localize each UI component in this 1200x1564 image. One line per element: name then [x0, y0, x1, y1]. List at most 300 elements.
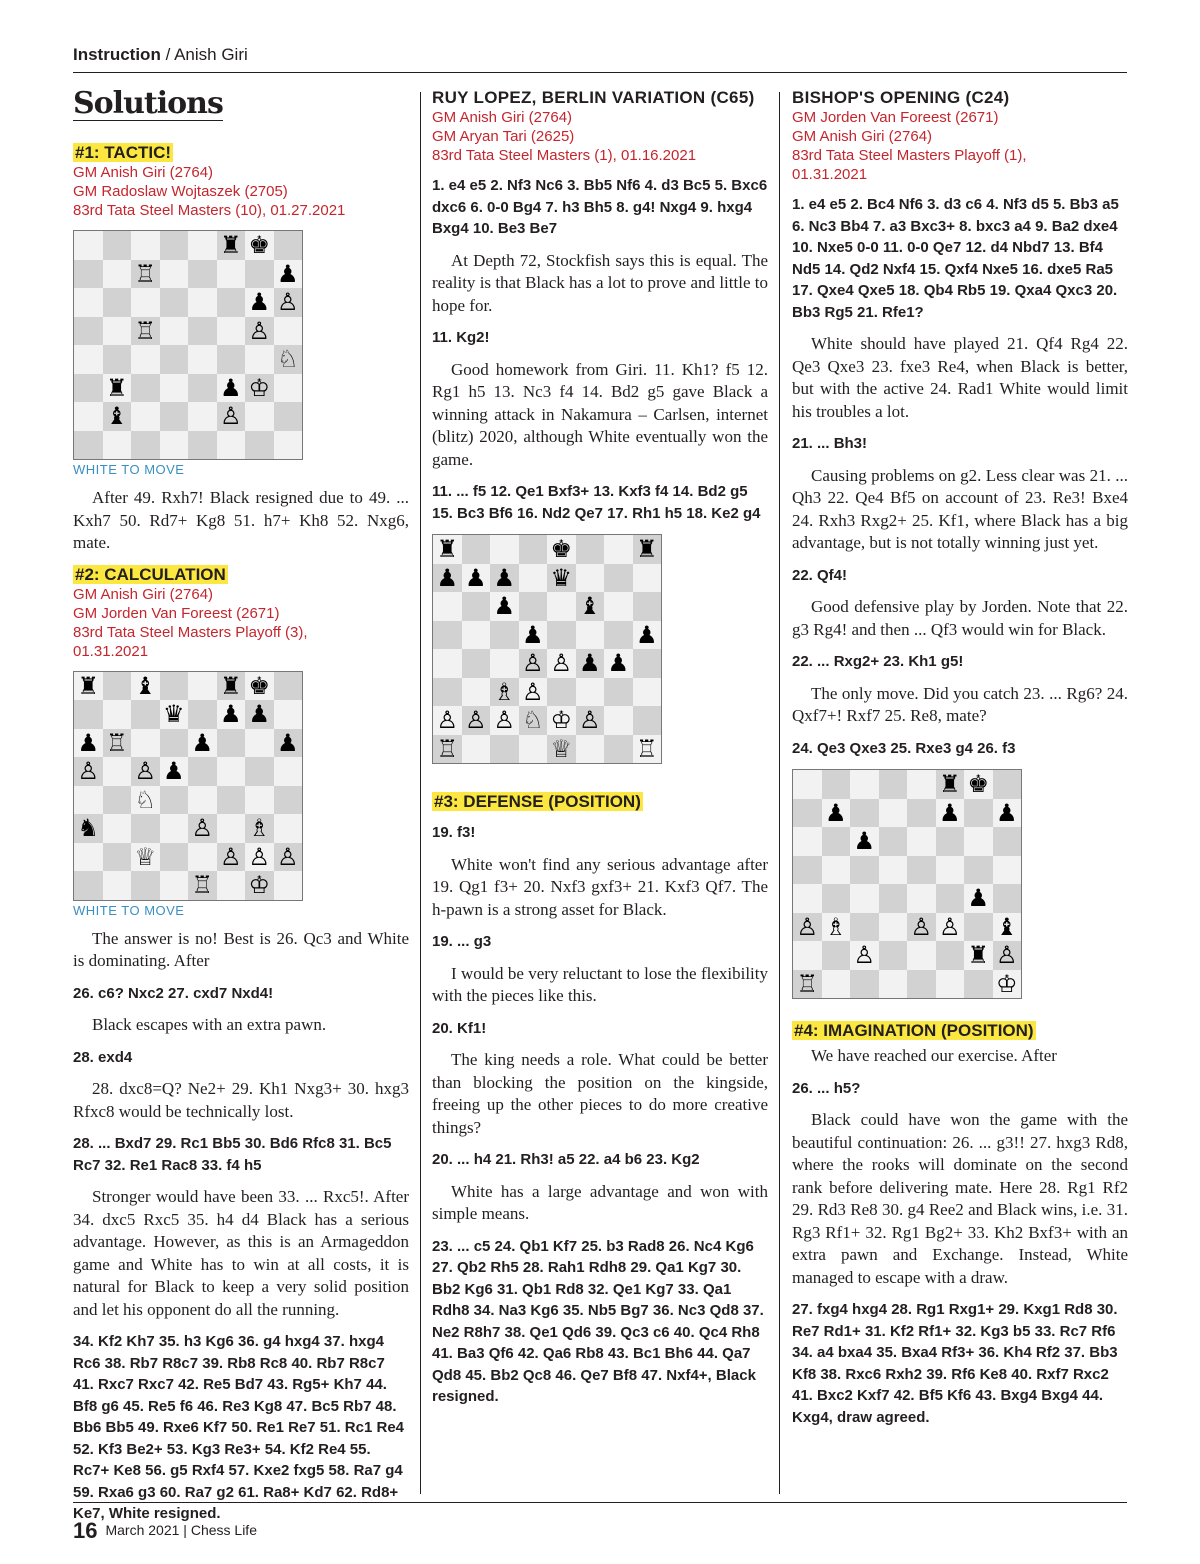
- diagram-caption: WHITE TO MOVE: [73, 902, 185, 918]
- black-pawn-icon: ♟: [245, 700, 274, 729]
- board-square: [188, 431, 217, 460]
- board-square: [936, 970, 965, 999]
- black-pawn-icon: ♟: [433, 564, 462, 593]
- board-square: [217, 317, 246, 346]
- move-text: 34. Kf2 Kh7 35. h3 Kg6 36. g4 hxg4 37. hxg4 Rc6 38. Rb7 R8c7 39. Rb8 Rc8 40. Rb7 R8c7 41. Rxc7 Rxc7 42. Re5 Bd7 43. Rg5+ Kh7 44. Bf8 g6 45. Re5 f6 46. Re3 Kg8 47. Bc5 Rb7 48. Bb6 Bb5 49. Rxe6 Kf7 50. Re1 Re7 51. Rc1 Re4 52. Kf3 Be2+ 53. Kg3 Re3+ 54. Kf2 Re4 55. Rc7+ Ke8 56. g5 Rxf4 57. Kxe2 fxg5 58. Ra7 g4 59. Rxa6 g3 60. Ra7 g2 61. Ra8+ Kd7 62. Rd8+ Ke7, White resigned.: [73, 1333, 405, 1522]
- paragraph: The king needs a role. What could be better than blocking the position on the kingside, freeing up the other pieces to do more creative things?: [432, 1050, 768, 1137]
- board-square: [850, 770, 879, 799]
- section-heading: [73, 565, 409, 585]
- board-square: [160, 402, 189, 431]
- board-square: [74, 871, 103, 900]
- board-square: [993, 884, 1022, 913]
- board-square: [850, 856, 879, 885]
- paragraph: The only move. Did you catch 23. ... Rg6? 24. Qxf7+! Rxf7 25. Re8, mate?: [792, 683, 1128, 725]
- paragraph: Causing problems on g2. Less clear was 21. ... Qh3 22. Qe4 Bf5 on account of 23. Re3! Bxe4 24. Rxh3 Rxg2+ 25. Kf1, where Black has a big advantage, but is not totally winning just yet.: [792, 465, 1128, 552]
- board-square: [993, 770, 1022, 799]
- board-square: [604, 621, 633, 650]
- game-heading: BISHOP'S OPENING (C24): [792, 88, 1010, 107]
- white-rook-icon: ♖: [633, 735, 662, 764]
- board-square: [103, 231, 132, 260]
- board-square: [633, 706, 662, 735]
- white-queen-icon: ♕: [547, 735, 576, 764]
- paragraph: Stronger would have been 33. ... Rxc5!. After 34. dxc5 Rxc5 35. h4 d4 Black has a serious advantage. However, as this is an Armageddon game and White has to win at all costs, it is natural for Black to keep a very solid position and let his opponent do all the running.: [73, 1187, 409, 1319]
- board-square: [793, 941, 822, 970]
- game-meta: GM Jorden Van Foreest (2671): [73, 604, 280, 622]
- board-square: [793, 770, 822, 799]
- move-text: 27. fxg4 hxg4 28. Rg1 Rxg1+ 29. Kxg1 Rd8 30. Re7 Rd1+ 31. Kf2 Rf1+ 32. Kg3 b5 33. Rc7 Rf6 34. a4 bxa4 35. Bxa4 Rf3+ 36. Kh4 Rf2 37. Bb3 Kf8 38. Rxc6 Rxh2 39. Rf6 Ke8 40. Rxf7 Rxc2 41. Bxc2 Kxf7 42. Bf5 Kf6 43. Bxg4 Bxg4 44. Kxg4, draw agreed.: [792, 1301, 1118, 1426]
- board-square: [879, 884, 908, 913]
- board-square: [217, 431, 246, 460]
- chess-diagram: [73, 671, 303, 901]
- header-section: Instruction: [73, 45, 161, 64]
- board-square: [547, 621, 576, 650]
- move-text: 21. ... Bh3!: [792, 435, 868, 452]
- board-square: [74, 231, 103, 260]
- board-square: [879, 913, 908, 942]
- board-square: [274, 317, 303, 346]
- board-square: [188, 317, 217, 346]
- board-square: [850, 799, 879, 828]
- board-square: [964, 913, 993, 942]
- black-pawn-icon: ♟: [245, 288, 274, 317]
- board-square: [160, 231, 189, 260]
- white-pawn-icon: ♙: [462, 706, 491, 735]
- board-square: [160, 871, 189, 900]
- white-bishop-icon: ♗: [490, 678, 519, 707]
- board-square: [964, 799, 993, 828]
- board-square: [907, 799, 936, 828]
- board-square: [822, 770, 851, 799]
- board-square: [217, 871, 246, 900]
- board-square: [103, 345, 132, 374]
- paragraph: White won't find any serious advantage after 19. Qg1 f3+ 20. Nxf3 gxf3+ 21. Kxf3 Qf7. The h-pawn is a strong asset for Black.: [432, 854, 768, 919]
- board-square: [907, 856, 936, 885]
- board-square: [74, 345, 103, 374]
- board-square: [576, 735, 605, 764]
- board-square: [188, 402, 217, 431]
- black-king-icon: ♚: [245, 231, 274, 260]
- black-rook-icon: ♜: [964, 941, 993, 970]
- board-square: [822, 884, 851, 913]
- board-square: [822, 970, 851, 999]
- board-square: [576, 564, 605, 593]
- column-1: [73, 88, 409, 1535]
- black-queen-icon: ♛: [160, 700, 189, 729]
- board-square: [490, 735, 519, 764]
- game-meta: 83rd Tata Steel Masters Playoff (3),: [73, 623, 308, 641]
- board-square: [131, 729, 160, 758]
- board-square: [879, 856, 908, 885]
- page-title: Solutions: [73, 86, 223, 121]
- board-square: [274, 757, 303, 786]
- board-square: [490, 621, 519, 650]
- board-square: [74, 260, 103, 289]
- paragraph: 28. dxc8=Q? Ne2+ 29. Kh1 Nxg3+ 30. hxg3 Rfxc8 would be technically lost.: [73, 1079, 409, 1121]
- move-text: 26. c6? Nxc2 27. cxd7 Nxd4!: [73, 984, 274, 1002]
- board-square: [822, 941, 851, 970]
- board-square: [160, 374, 189, 403]
- board-square: [274, 231, 303, 260]
- board-square: [604, 535, 633, 564]
- board-square: [879, 970, 908, 999]
- black-pawn-icon: ♟: [160, 757, 189, 786]
- white-pawn-icon: ♙: [245, 843, 274, 872]
- chess-diagram: [432, 534, 662, 764]
- black-pawn-icon: ♟: [604, 649, 633, 678]
- white-rook-icon: ♖: [793, 970, 822, 999]
- board-square: [274, 672, 303, 701]
- black-pawn-icon: ♟: [633, 621, 662, 650]
- board-square: [633, 564, 662, 593]
- board-square: [274, 402, 303, 431]
- board-square: [879, 770, 908, 799]
- board-square: [103, 288, 132, 317]
- move-text: 28. ... Bxd7 29. Rc1 Bb5 30. Bd6 Rfc8 31. Bc5 Rc7 32. Re1 Rac8 33. f4 h5: [73, 1135, 392, 1174]
- paragraph: Good homework from Giri. 11. Kh1? f5 12. Rg1 h5 13. Nc3 f4 14. Bd2 g5 gave Black a winning attack in Nakamura – Carlsen, internet (blitz) 2020, although White eventually won the game.: [432, 359, 768, 469]
- board-square: [217, 757, 246, 786]
- board-square: [633, 649, 662, 678]
- board-square: [103, 672, 132, 701]
- paragraph: White has a large advantage and won with simple means.: [432, 1181, 768, 1223]
- board-square: [160, 345, 189, 374]
- paragraph: The answer is no! Best is 26. Qc3 and White is dominating. After: [73, 928, 409, 970]
- page-header: [73, 45, 248, 65]
- white-pawn-icon: ♙: [793, 913, 822, 942]
- white-rook-icon: ♖: [188, 871, 217, 900]
- board-square: [274, 786, 303, 815]
- board-square: [245, 786, 274, 815]
- footer-text: March 2021 | Chess Life: [105, 1522, 257, 1538]
- column-2: [432, 88, 768, 1418]
- black-pawn-icon: ♟: [519, 621, 548, 650]
- board-square: [274, 871, 303, 900]
- game-heading: RUY LOPEZ, BERLIN VARIATION (C65): [432, 88, 755, 107]
- board-square: [103, 871, 132, 900]
- black-king-icon: ♚: [547, 535, 576, 564]
- board-square: [993, 856, 1022, 885]
- board-square: [604, 735, 633, 764]
- black-knight-icon: ♞: [74, 814, 103, 843]
- board-square: [131, 814, 160, 843]
- board-square: [433, 678, 462, 707]
- board-square: [462, 592, 491, 621]
- game-meta: GM Anish Giri (2764): [432, 109, 573, 126]
- black-rook-icon: ♜: [103, 374, 132, 403]
- board-square: [462, 678, 491, 707]
- board-square: [188, 757, 217, 786]
- black-pawn-icon: ♟: [490, 592, 519, 621]
- black-pawn-icon: ♟: [850, 827, 879, 856]
- white-rook-icon: ♖: [131, 260, 160, 289]
- board-square: [462, 735, 491, 764]
- black-queen-icon: ♛: [547, 564, 576, 593]
- board-square: [217, 345, 246, 374]
- board-square: [217, 729, 246, 758]
- board-square: [604, 592, 633, 621]
- move-text: 19. ... g3: [432, 933, 492, 950]
- board-square: [74, 843, 103, 872]
- chess-diagram: [792, 769, 1022, 999]
- board-square: [245, 345, 274, 374]
- white-king-icon: ♔: [245, 871, 274, 900]
- section-heading-text: #2: CALCULATION: [75, 564, 226, 584]
- board-square: [160, 786, 189, 815]
- board-square: [217, 260, 246, 289]
- column-divider: [779, 92, 780, 1494]
- black-pawn-icon: ♟: [462, 564, 491, 593]
- board-square: [160, 843, 189, 872]
- white-king-icon: ♔: [993, 970, 1022, 999]
- game-meta: GM Aryan Tari (2625): [432, 128, 575, 145]
- column-3: [792, 88, 1128, 1438]
- board-square: [188, 345, 217, 374]
- board-square: [547, 592, 576, 621]
- black-pawn-icon: ♟: [490, 564, 519, 593]
- board-square: [490, 649, 519, 678]
- board-square: [793, 799, 822, 828]
- board-square: [936, 827, 965, 856]
- board-square: [964, 827, 993, 856]
- board-square: [131, 402, 160, 431]
- board-square: [74, 317, 103, 346]
- board-square: [879, 941, 908, 970]
- white-knight-icon: ♘: [131, 786, 160, 815]
- white-pawn-icon: ♙: [217, 843, 246, 872]
- move-text: 24. Qe3 Qxe3 25. Rxe3 g4 26. f3: [792, 739, 1016, 757]
- game-meta: GM Anish Giri (2764): [73, 164, 214, 181]
- footer-rule: [73, 1502, 1127, 1503]
- board-square: [217, 288, 246, 317]
- page-footer: [73, 1518, 257, 1544]
- column-divider: [420, 92, 421, 1494]
- board-square: [907, 941, 936, 970]
- chess-diagram: [73, 230, 303, 460]
- board-square: [822, 856, 851, 885]
- section-heading: [432, 792, 768, 812]
- board-square: [850, 884, 879, 913]
- game-meta: GM Radoslaw Wojtaszek (2705): [73, 183, 288, 200]
- white-rook-icon: ♖: [103, 729, 132, 758]
- white-pawn-icon: ♙: [850, 941, 879, 970]
- board-square: [793, 827, 822, 856]
- white-pawn-icon: ♙: [936, 913, 965, 942]
- board-square: [907, 884, 936, 913]
- board-square: [74, 786, 103, 815]
- white-pawn-icon: ♙: [245, 317, 274, 346]
- board-square: [131, 871, 160, 900]
- white-pawn-icon: ♙: [519, 649, 548, 678]
- section-heading: [792, 1021, 1128, 1041]
- paragraph: At Depth 72, Stockfish says this is equal. The reality is that Black has a lot to prove and little to hope for.: [432, 250, 768, 315]
- board-square: [131, 288, 160, 317]
- board-square: [74, 288, 103, 317]
- board-square: [188, 288, 217, 317]
- board-square: [188, 374, 217, 403]
- white-king-icon: ♔: [547, 706, 576, 735]
- board-square: [462, 535, 491, 564]
- board-square: [103, 814, 132, 843]
- black-bishop-icon: ♝: [576, 592, 605, 621]
- white-queen-icon: ♕: [131, 843, 160, 872]
- black-rook-icon: ♜: [633, 535, 662, 564]
- board-square: [964, 856, 993, 885]
- white-pawn-icon: ♙: [519, 678, 548, 707]
- paragraph: I would be very reluctant to lose the flexibility with the pieces like this.: [432, 963, 768, 1005]
- white-pawn-icon: ♙: [490, 706, 519, 735]
- move-text: 11. ... f5 12. Qe1 Bxf3+ 13. Kxf3 f4 14. Bd2 g5 15. Bc3 Bf6 16. Nd2 Qe7 17. Rh1 h5 18. Ke2 g4: [432, 483, 761, 522]
- game-meta: 01.31.2021: [73, 642, 149, 660]
- white-rook-icon: ♖: [131, 317, 160, 346]
- white-pawn-icon: ♙: [907, 913, 936, 942]
- board-square: [160, 288, 189, 317]
- white-pawn-icon: ♙: [274, 843, 303, 872]
- board-square: [160, 260, 189, 289]
- section-heading: [73, 143, 409, 163]
- board-square: [576, 621, 605, 650]
- page-number: 16: [73, 1518, 98, 1543]
- board-square: [131, 231, 160, 260]
- paragraph: We have reached our exercise. After: [811, 1046, 1057, 1065]
- black-king-icon: ♚: [245, 672, 274, 701]
- white-pawn-icon: ♙: [274, 288, 303, 317]
- board-square: [131, 374, 160, 403]
- board-square: [274, 374, 303, 403]
- board-square: [964, 970, 993, 999]
- header-rule: [73, 72, 1127, 73]
- black-pawn-icon: ♟: [217, 374, 246, 403]
- board-square: [462, 649, 491, 678]
- board-square: [103, 757, 132, 786]
- board-square: [519, 535, 548, 564]
- board-square: [604, 564, 633, 593]
- game-meta: 83rd Tata Steel Masters (1), 01.16.2021: [432, 147, 697, 164]
- move-text: 1. e4 e5 2. Nf3 Nc6 3. Bb5 Nf6 4. d3 Bc5 5. Bxc6 dxc6 6. 0-0 Bg4 7. h3 Bh5 8. g4! Nxg4 9. hxg4 Bxg4 10. Be3 Be7: [432, 177, 768, 237]
- board-square: [547, 678, 576, 707]
- board-square: [822, 827, 851, 856]
- board-square: [160, 672, 189, 701]
- board-square: [604, 678, 633, 707]
- board-square: [433, 649, 462, 678]
- board-square: [188, 672, 217, 701]
- move-text: 22. Qf4!: [792, 566, 848, 584]
- paragraph: Black could have won the game with the beautiful continuation: 26. ... g3!! 27. hxg3 Rd8, where the rooks will dominate on the second rank before delivering mate. Here 28. Rg1 Rf2 29. Rd3 Re8 30. g4 Ree2 and Black wins, i.e. 31. Rg3 Rf1+ 32. Rg1 Bg2+ 33. Kh2 Bxf3+ with an extra pawn and Exchange. Instead, White managed to escape with a draw.: [792, 1110, 1128, 1287]
- white-pawn-icon: ♙: [547, 649, 576, 678]
- board-square: [245, 757, 274, 786]
- board-square: [850, 913, 879, 942]
- black-pawn-icon: ♟: [188, 729, 217, 758]
- move-text: 20. ... h4 21. Rh3! a5 22. a4 b6 23. Kg2: [432, 1151, 700, 1168]
- board-square: [103, 700, 132, 729]
- section-heading-text: #4: IMAGINATION (POSITION): [794, 1021, 1034, 1040]
- black-pawn-icon: ♟: [964, 884, 993, 913]
- board-square: [188, 700, 217, 729]
- black-pawn-icon: ♟: [274, 729, 303, 758]
- board-square: [103, 317, 132, 346]
- white-pawn-icon: ♙: [188, 814, 217, 843]
- board-square: [131, 431, 160, 460]
- white-king-icon: ♔: [245, 374, 274, 403]
- board-square: [188, 786, 217, 815]
- move-text: 23. ... c5 24. Qb1 Kf7 25. b3 Rad8 26. Nc4 Kg6 27. Qb2 Rh5 28. Rah1 Rdh8 29. Qa1 Kg7 30. Bb2 Kg6 31. Qb1 Rd8 32. Qe1 Kg7 33. Qa1 Rdh8 34. Na3 Kg6 35. Nb5 Bg7 36. Nc3 Qd8 37. Ne2 R8h7 38. Qe1 Qd6 39. Qc3 c6 40. Qc4 Rh8 41. Ba3 Qf6 42. Qa6 Rb8 43. Bc1 Bh6 44. Qa7 Qd8 45. Bb2 Qc8 46. Qe7 Bf8 47. Nxf4+, Black resigned.: [432, 1237, 764, 1405]
- black-bishop-icon: ♝: [131, 672, 160, 701]
- black-rook-icon: ♜: [74, 672, 103, 701]
- section-heading-text: #3: DEFENSE (POSITION): [434, 792, 641, 811]
- black-bishop-icon: ♝: [993, 913, 1022, 942]
- board-square: [907, 827, 936, 856]
- black-king-icon: ♚: [964, 770, 993, 799]
- black-pawn-icon: ♟: [822, 799, 851, 828]
- white-pawn-icon: ♙: [74, 757, 103, 786]
- black-pawn-icon: ♟: [274, 260, 303, 289]
- game-meta: GM Jorden Van Foreest (2671): [792, 109, 999, 126]
- board-square: [245, 402, 274, 431]
- black-rook-icon: ♜: [217, 231, 246, 260]
- board-square: [131, 700, 160, 729]
- paragraph: After 49. Rxh7! Black resigned due to 49. ... Kxh7 50. Rd7+ Kg8 51. h7+ Kh8 52. Nxg6, mate.: [73, 488, 409, 552]
- board-square: [633, 592, 662, 621]
- board-square: [245, 729, 274, 758]
- board-square: [188, 843, 217, 872]
- board-square: [433, 621, 462, 650]
- board-square: [433, 592, 462, 621]
- board-square: [850, 970, 879, 999]
- board-square: [462, 621, 491, 650]
- board-square: [936, 884, 965, 913]
- black-pawn-icon: ♟: [936, 799, 965, 828]
- board-square: [74, 374, 103, 403]
- board-square: [103, 786, 132, 815]
- board-square: [793, 884, 822, 913]
- move-text: 22. ... Rxg2+ 23. Kh1 g5!: [792, 653, 964, 670]
- board-square: [274, 431, 303, 460]
- paragraph: Black escapes with an extra pawn.: [92, 1015, 327, 1034]
- board-square: [160, 814, 189, 843]
- move-text: 20. Kf1!: [432, 1019, 487, 1037]
- game-meta: 01.31.2021: [792, 166, 868, 183]
- board-square: [103, 843, 132, 872]
- board-square: [907, 970, 936, 999]
- white-pawn-icon: ♙: [217, 402, 246, 431]
- move-text: 11. Kg2!: [432, 329, 490, 346]
- board-square: [879, 827, 908, 856]
- board-square: [793, 856, 822, 885]
- board-square: [604, 706, 633, 735]
- move-text: 26. ... h5?: [792, 1079, 861, 1097]
- game-meta: 83rd Tata Steel Masters (10), 01.27.2021: [73, 202, 346, 219]
- board-square: [576, 678, 605, 707]
- board-square: [936, 941, 965, 970]
- board-square: [160, 729, 189, 758]
- header-slash: /: [160, 45, 175, 64]
- board-square: [74, 431, 103, 460]
- white-pawn-icon: ♙: [993, 941, 1022, 970]
- board-square: [576, 535, 605, 564]
- board-square: [245, 431, 274, 460]
- move-text: 1. e4 e5 2. Bc4 Nf6 3. d3 c6 4. Nf3 d5 5. Bb3 a5 6. Nc3 Bb4 7. a3 Bxc3+ 8. bxc3 a4 9. Ba2 dxe4 10. Nxe5 0-0 11. 0-0 Qe7 12. d4 Nbd7 13. Bf4 Nd5 14. Qd2 Nxf4 15. Qxf4 Nxe5 16. dxe5 Ra5 17. Qxe4 Qxe5 18. Qb4 Rb5 19. Qxa4 Qxc3 20. Bb3 Rg5 21. Rfe1?: [792, 196, 1119, 321]
- white-pawn-icon: ♙: [131, 757, 160, 786]
- board-square: [217, 814, 246, 843]
- board-square: [879, 799, 908, 828]
- board-square: [936, 856, 965, 885]
- game-meta: GM Anish Giri (2764): [792, 128, 933, 145]
- diagram-caption: WHITE TO MOVE: [73, 462, 185, 477]
- black-rook-icon: ♜: [217, 672, 246, 701]
- board-square: [274, 700, 303, 729]
- board-square: [519, 564, 548, 593]
- white-pawn-icon: ♙: [433, 706, 462, 735]
- board-square: [103, 260, 132, 289]
- move-text: 28. exd4: [73, 1048, 133, 1066]
